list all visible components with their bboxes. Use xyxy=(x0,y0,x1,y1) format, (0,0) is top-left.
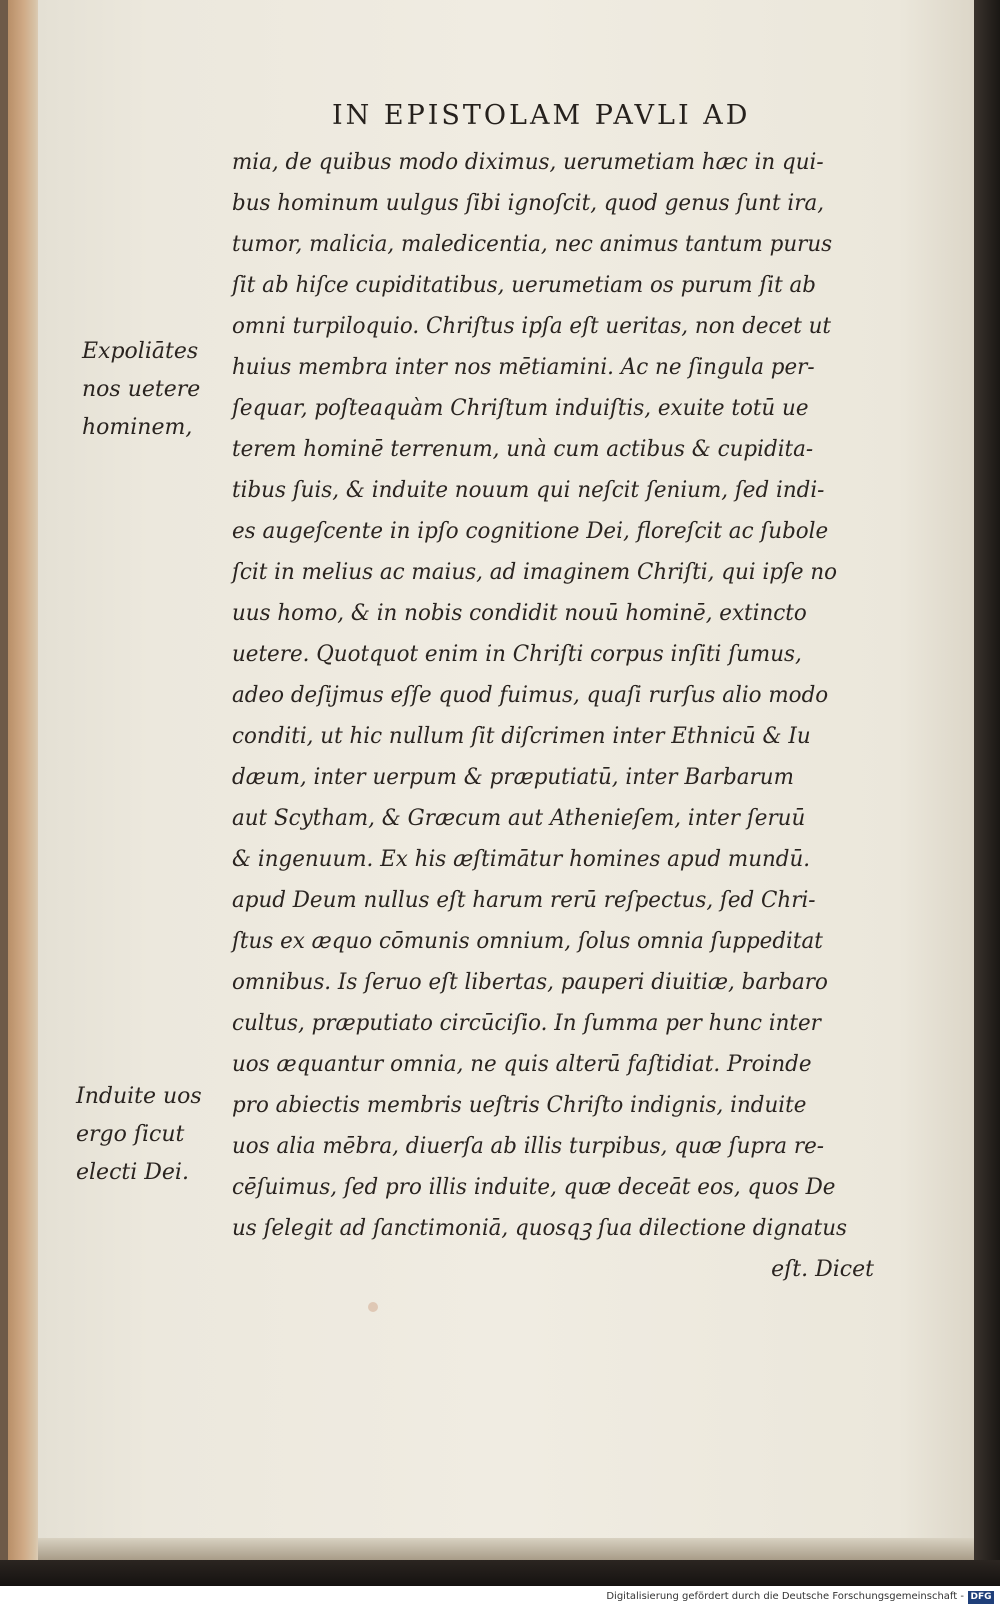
scanner-frame-left xyxy=(0,0,8,1586)
text-line: pro abiectis membris ueſtris Chriſto indignis, induite xyxy=(232,1093,807,1118)
footer-bar xyxy=(0,1586,1000,1611)
text-line: omni turpiloquio. Chriſtus ipſa eſt ueritas, non decet ut xyxy=(232,314,832,339)
text-line: cēſuimus, ſed pro illis induite, quæ deceāt eos, quos De xyxy=(232,1175,836,1200)
text-line: mia, de quibus modo diximus, uerumetiam hæc in qui- xyxy=(232,150,824,175)
text-line: ſcit in melius ac maius, ad imaginem Chriſti, qui ipſe no xyxy=(232,560,838,585)
text-line: bus hominum uulgus ſibi ignoſcit, quod genus ſunt ira, xyxy=(232,191,825,216)
text-line: ſtus ex æquo cōmunis omnium, ſolus omnia ſuppeditat xyxy=(232,929,823,954)
margin-note-line: electi Dei. xyxy=(76,1160,189,1185)
text-line: uos alia mēbra, diuerſa ab illis turpibus, quæ ſupra re- xyxy=(232,1134,825,1159)
text-line: uos æquantur omnia, ne quis alterū faſtidiat. Proinde xyxy=(232,1052,812,1077)
text-line: uetere. Quotquot enim in Chriſti corpus inſiti ſumus, xyxy=(232,642,802,667)
dfg-logo: DFG xyxy=(968,1591,994,1604)
margin-note-line: ergo ſicut xyxy=(76,1122,185,1147)
margin-note-line: Induite uos xyxy=(76,1084,202,1109)
text-line: huius membra inter nos mētiamini. Ac ne ſingula per- xyxy=(232,355,815,380)
running-header: IN EPISTOLAM PAVLI AD xyxy=(332,100,751,131)
margin-note-line: Expoliātes xyxy=(82,339,199,364)
text-line: omnibus. Is ſeruo eſt libertas, pauperi diuitiæ, barbaro xyxy=(232,970,828,995)
text-line: terem hominē terrenum, unà cum actibus & cupidita- xyxy=(232,437,814,462)
text-line: ſit ab hiſce cupiditatibus, uerumetiam os purum ſit ab xyxy=(232,273,817,298)
text-line: es augeſcente in ipſo cognitione Dei, floreſcit ac ſubole xyxy=(232,519,829,544)
text-line: cultus, præputiato circūciſio. In ſumma per hunc inter xyxy=(232,1011,821,1036)
margin-note-line: nos uetere xyxy=(82,377,201,402)
main-text-block xyxy=(232,142,902,1290)
text-line: tumor, malicia, maledicentia, nec animus tantum purus xyxy=(232,232,833,257)
text-line: ſequar, poſteaquàm Chriſtum induiſtis, exuite totū ue xyxy=(232,396,809,421)
text-line: eſt. Dicet xyxy=(771,1257,874,1282)
text-line: uus homo, & in nobis condidit nouū hominē, extincto xyxy=(232,601,807,626)
book-spine xyxy=(8,0,42,1560)
margin-note-induite xyxy=(76,1078,202,1192)
text-line: conditi, ut hic nullum ſit diſcrimen inter Ethnicū & Iu xyxy=(232,724,811,749)
text-line: us ſelegit ad ſanctimoniā, quosqꝫ ſua dilectione dignatus xyxy=(232,1216,847,1241)
margin-note-line: hominem, xyxy=(82,415,193,440)
scanner-frame-bottom xyxy=(0,1560,1000,1586)
text-line: apud Deum nullus eſt harum rerū reſpectus, ſed Chri- xyxy=(232,888,816,913)
page-bottom-edge xyxy=(38,1538,974,1560)
text-line: dæum, inter uerpum & præputiatū, inter Barbarum xyxy=(232,765,794,790)
text-line: & ingenuum. Ex his æſtimātur homines apud mundū. xyxy=(232,847,811,872)
margin-note-expoliantes xyxy=(82,333,200,447)
paper-stain xyxy=(368,1302,378,1312)
text-line: tibus ſuis, & induite nouum qui neſcit ſenium, ſed indi- xyxy=(232,478,825,503)
footer-credit: Digitalisierung gefördert durch die Deutsche Forschungsgemeinschaft - xyxy=(606,1591,964,1602)
scanner-frame-right xyxy=(974,0,1000,1586)
text-line: adeo deſijmus eſſe quod fuimus, quaſi rurſus alio modo xyxy=(232,683,829,708)
text-line: aut Scytham, & Græcum aut Athenieſem, inter ſeruū xyxy=(232,806,806,831)
